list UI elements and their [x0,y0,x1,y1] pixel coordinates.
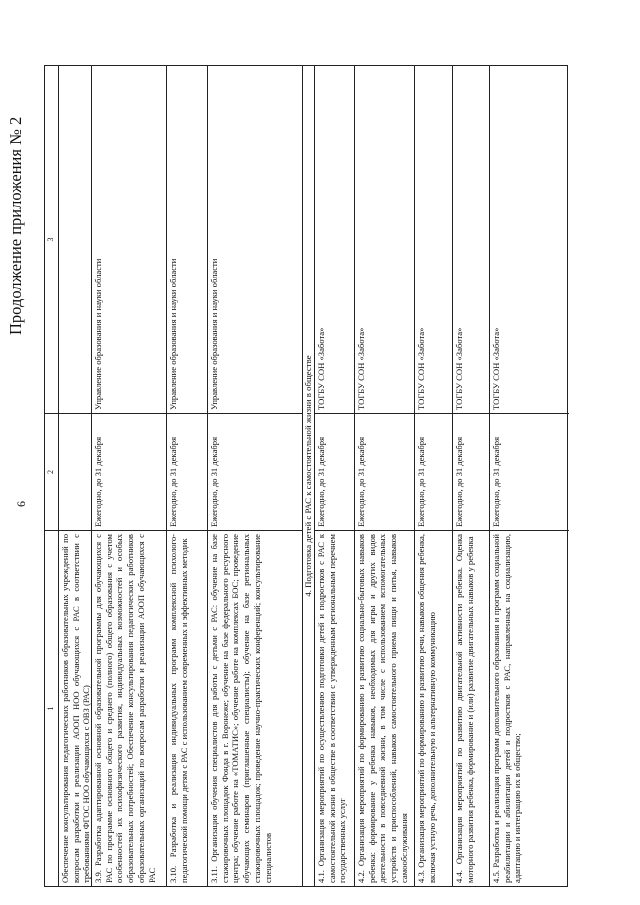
measure-text: 4.4. Организация мероприятий по развитию двигательной активности ребенка. Оценка моторного развития ребенка, формирование и (или) развитие двигательных навыков у ребенка [453,530,489,886]
table-row [58,66,91,886]
measure-text: 3.11. Организация обучения специалистов для работы с детьми с РАС: обучение на базе стажировочных площадок Фонда в г. Воронеже; обучение на базе федерального ресурсного центра; обучение работе на «ТОМАТИС»; обучение работе на комплексах БОС; проведение обучающих семинаров (приглашенные специалисты); обучение на базе региональных стажировочных площадок; проведение научно-практических конференций; консультирование специалистов [208,530,302,886]
responsible-text: ТОГБУ СОН «Забота» [316,327,326,410]
responsible-text: ТОГБУ СОН «Забота» [416,327,426,410]
responsible-text: ТОГБУ СОН «Забота» [356,327,366,410]
section-header-row [302,66,314,886]
measure-text: Обеспечение консультирования педагогических работников образовательных учреждений по вопросам разработки и реализации АООП НОО обучающихся с РАС в соответствии с требованиями ФГОС НОО обучающихся с ОВЗ (РАС) [59,530,91,886]
deadline-text: Ежегодно, до 31 декабря [167,413,207,530]
responsible-text [59,66,91,413]
deadline-text: Ежегодно, до 31 декабря [315,413,354,530]
deadline-text: Ежегодно, до 31 декабря [415,413,452,530]
plan-table [44,65,568,887]
deadline-text: Ежегодно, до 31 декабря [490,413,569,530]
deadline-text: Ежегодно, до 31 декабря [208,413,302,530]
measure-text: 4.5. Разработка и реализация программ дополнительного образования и программ социальной реабилитации и абилитации детей и подростков с РАС, направленных на социализацию, адаптацию и интеграцию их в общество; [490,530,569,886]
table-header-row [45,66,58,886]
table-row [314,66,354,886]
section-title: 4. Подготовка детей с РАС к самостоятельной жизни в обществе [303,355,313,597]
measure-text: 3.10. Разработка и реализация индивидуальных программ комплексной психолого-педагогической помощи детям с РАС с использованием современных и эффективных методик [167,530,207,886]
measure-text: 4.1. Организация мероприятий по осуществлению подготовки детей и подростков с РАС к самостоятельной жизни в обществе в соответствии с утвержденным региональным перечнем государственных услуг [315,530,354,886]
deadline-text: Ежегодно, до 31 декабря [453,413,489,530]
measure-text: 4.3. Организация мероприятий по формированию и развитию речи, навыков общения ребенка, включая устную речь, дополнительную и альтернативную коммуникацию [415,530,452,886]
page-number: 6 [14,501,28,507]
responsible-text: ТОГБУ СОН «Забота» [491,327,501,410]
header-col-3: 3 [46,237,55,242]
responsible-text: ТОГБУ СОН «Забота» [454,327,464,410]
deadline-text: Ежегодно, до 31 декабря [92,413,166,530]
table-row [489,66,569,886]
table-row [166,66,207,886]
measure-text: 3.9. Разработка адаптированной основной образовательной программы для обучающихся с РАС по программе основного общего и среднего (полного) общего образования с учетом особенностей их психофизического развития, индивидуальных возможностей и особых образовательных потребностей; Обеспечение консультирования педагогических работников образовательных организаций по вопросам разработки и реализации АООП обучающихся с РАС [92,530,166,886]
responsible-text: Управление образования и науки области [93,258,103,410]
deadline-text: Ежегодно, до 31 декабря [355,413,414,530]
table-row [452,66,489,886]
deadline-text [59,413,91,530]
table-row [91,66,166,886]
responsible-text: Управление образования и науки области [209,258,219,410]
table-row [207,66,302,886]
continuation-title: Продолжение приложения № 2 [6,116,25,335]
measure-text: 4.2. Организация мероприятий по формированию и развитию социально-бытовых навыков ребенка: формирование у ребенка навыков, необходимых для игры и других видов деятельности в повседневной жизни, в том числе с использованием вспомогательных устройств и приспособлений, навыков самостоятельного приема пищи и питья, навыков самообслуживания [355,530,414,886]
table-row [414,66,452,886]
header-col-1: 1 [45,530,58,886]
header-col-2: 2 [45,413,58,530]
table-row [354,66,414,886]
responsible-text: Управление образования и науки области [168,258,178,410]
